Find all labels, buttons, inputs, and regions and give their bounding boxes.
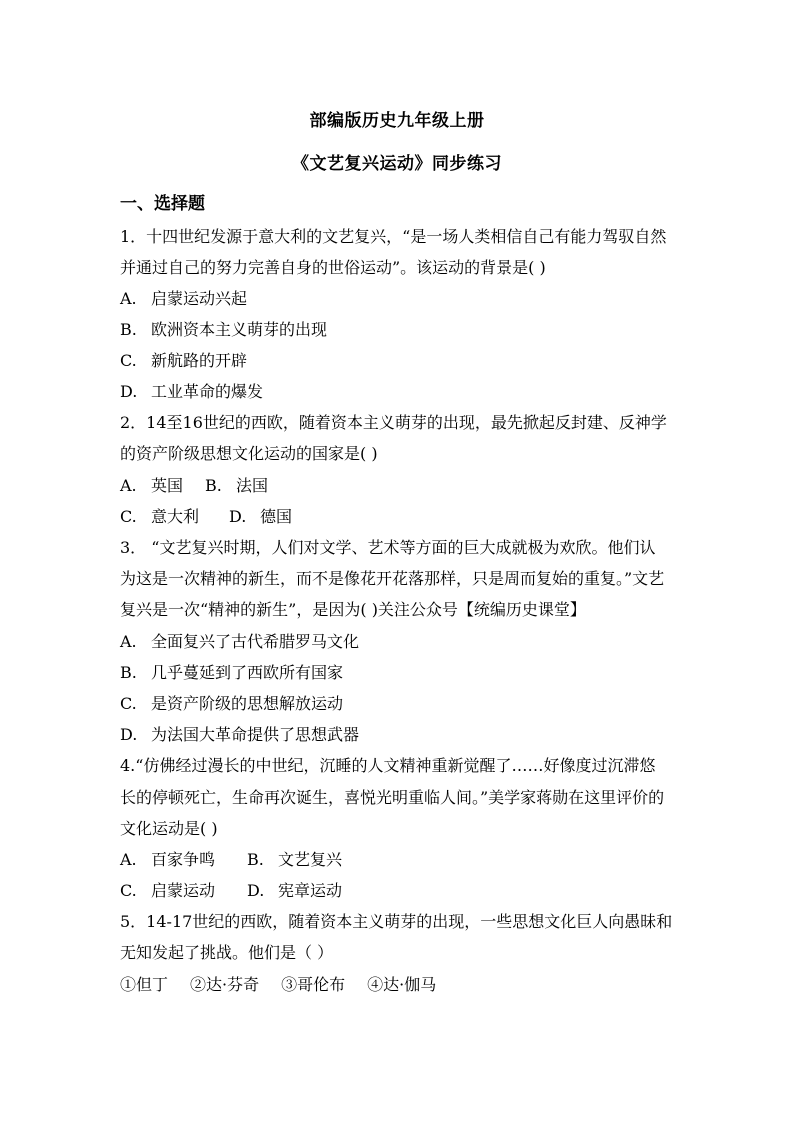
option-letter: C. [120, 881, 137, 900]
question-4-options-row-2 [120, 881, 342, 901]
question-5-item-4: ④达·伽马 [367, 975, 437, 994]
option-letter: A. [120, 476, 137, 495]
question-3-stem-line-3: 复兴是一次“精神的新生”，是因为( )关注公众号【统编历史课堂】 [120, 600, 586, 619]
option-text: 宪章运动 [278, 881, 343, 900]
option-text: 启蒙运动 [151, 881, 216, 900]
option-text: 欧洲资本主义萌芽的出现 [151, 320, 328, 339]
question-4-option-b [247, 850, 342, 870]
question-3-stem-line-1: 3． “文艺复兴时期，人们对文学、艺术等方面的巨大成就极为欢欣。他们认 [120, 538, 656, 557]
option-letter: A. [120, 632, 137, 651]
option-text: 工业革命的爆发 [151, 382, 264, 401]
question-1-stem-line-2: 并通过自己的努力完善自身的世俗运动”。该运动的背景是( ) [120, 258, 546, 277]
question-3-option-b [120, 663, 343, 683]
question-4-options-row-1 [120, 850, 342, 870]
question-3-option-c [120, 694, 343, 714]
document-subtitle: 《文艺复兴运动》同步练习 [292, 154, 502, 174]
question-4-option-d [247, 881, 342, 901]
question-4-option-a [120, 850, 215, 869]
question-4-stem-line-3: 文化运动是( ) [120, 819, 218, 838]
question-2-option-d [229, 507, 292, 527]
question-3-option-d [120, 725, 359, 745]
option-text: 全面复兴了古代希腊罗马文化 [151, 632, 360, 651]
option-letter: C. [120, 351, 137, 370]
option-text: 百家争鸣 [151, 850, 216, 869]
question-2-option-a [120, 476, 183, 495]
question-2-option-b [205, 476, 268, 496]
option-letter: D. [247, 881, 265, 900]
section-heading: 一、选择题 [120, 194, 205, 214]
option-letter: D. [229, 507, 247, 526]
question-3-stem-line-2: 为这是一次精神的新生，而不是像花开花落那样，只是周而复始的重复。”文艺 [120, 569, 665, 588]
option-letter: B. [205, 476, 222, 495]
question-5-item-1: ①但丁 [120, 975, 169, 994]
question-1-option-c [120, 351, 247, 371]
option-text: 文艺复兴 [278, 850, 343, 869]
question-1-option-d [120, 382, 263, 402]
option-letter: C. [120, 694, 137, 713]
option-text: 意大利 [151, 507, 200, 526]
option-text: 几乎蔓延到了西欧所有国家 [151, 663, 344, 682]
question-1-option-b [120, 320, 327, 340]
question-2-stem-line-2: 的资产阶级思想文化运动的国家是( ) [120, 444, 378, 463]
question-4-stem-line-1: 4.“仿佛经过漫长的中世纪，沉睡的人文精神重新觉醒了……好像度过沉滞悠 [120, 756, 656, 775]
option-letter: B. [120, 663, 137, 682]
option-letter: A. [120, 850, 137, 869]
option-text: 英国 [151, 476, 184, 495]
question-2-options-row-1 [120, 476, 268, 496]
option-letter: D. [120, 382, 138, 401]
option-text: 是资产阶级的思想解放运动 [151, 694, 344, 713]
question-2-option-c [120, 507, 199, 526]
question-2-options-row-2 [120, 507, 292, 527]
option-text: 法国 [236, 476, 269, 495]
option-letter: B. [120, 320, 137, 339]
question-1-stem-line-1: 1．十四世纪发源于意大利的文艺复兴，“是一场人类相信自己有能力驾驭自然 [120, 227, 667, 246]
option-text: 德国 [260, 507, 293, 526]
option-text: 新航路的开辟 [151, 351, 248, 370]
option-letter: D. [120, 725, 138, 744]
option-text: 为法国大革命提供了思想武器 [151, 725, 360, 744]
question-1-option-a [120, 289, 247, 309]
question-5-item-3: ③哥伦布 [281, 975, 346, 994]
option-letter: B. [247, 850, 264, 869]
document-title: 部编版历史九年级上册 [309, 111, 485, 131]
option-text: 启蒙运动兴起 [151, 289, 248, 308]
option-letter: A. [120, 289, 137, 308]
question-5-items [120, 975, 458, 995]
question-5-stem-line-1: 5．14-17世纪的西欧，随着资本主义萌芽的出现，一些思想文化巨人向愚昧和 [120, 912, 673, 931]
question-4-option-c [120, 881, 215, 900]
question-4-stem-line-2: 长的停顿死亡，生命再次诞生，喜悦光明重临人间。”美学家蒋勋在这里评价的 [120, 788, 665, 807]
question-3-option-a [120, 632, 359, 652]
question-5-item-2: ②达·芬奇 [190, 975, 260, 994]
question-2-stem-line-1: 2．14至16世纪的西欧，随着资本主义萌芽的出现，最先掀起反封建、反神学 [120, 413, 667, 432]
option-letter: C. [120, 507, 137, 526]
question-5-stem-line-2: 无知发起了挑战。他们是（ ） [120, 943, 334, 962]
